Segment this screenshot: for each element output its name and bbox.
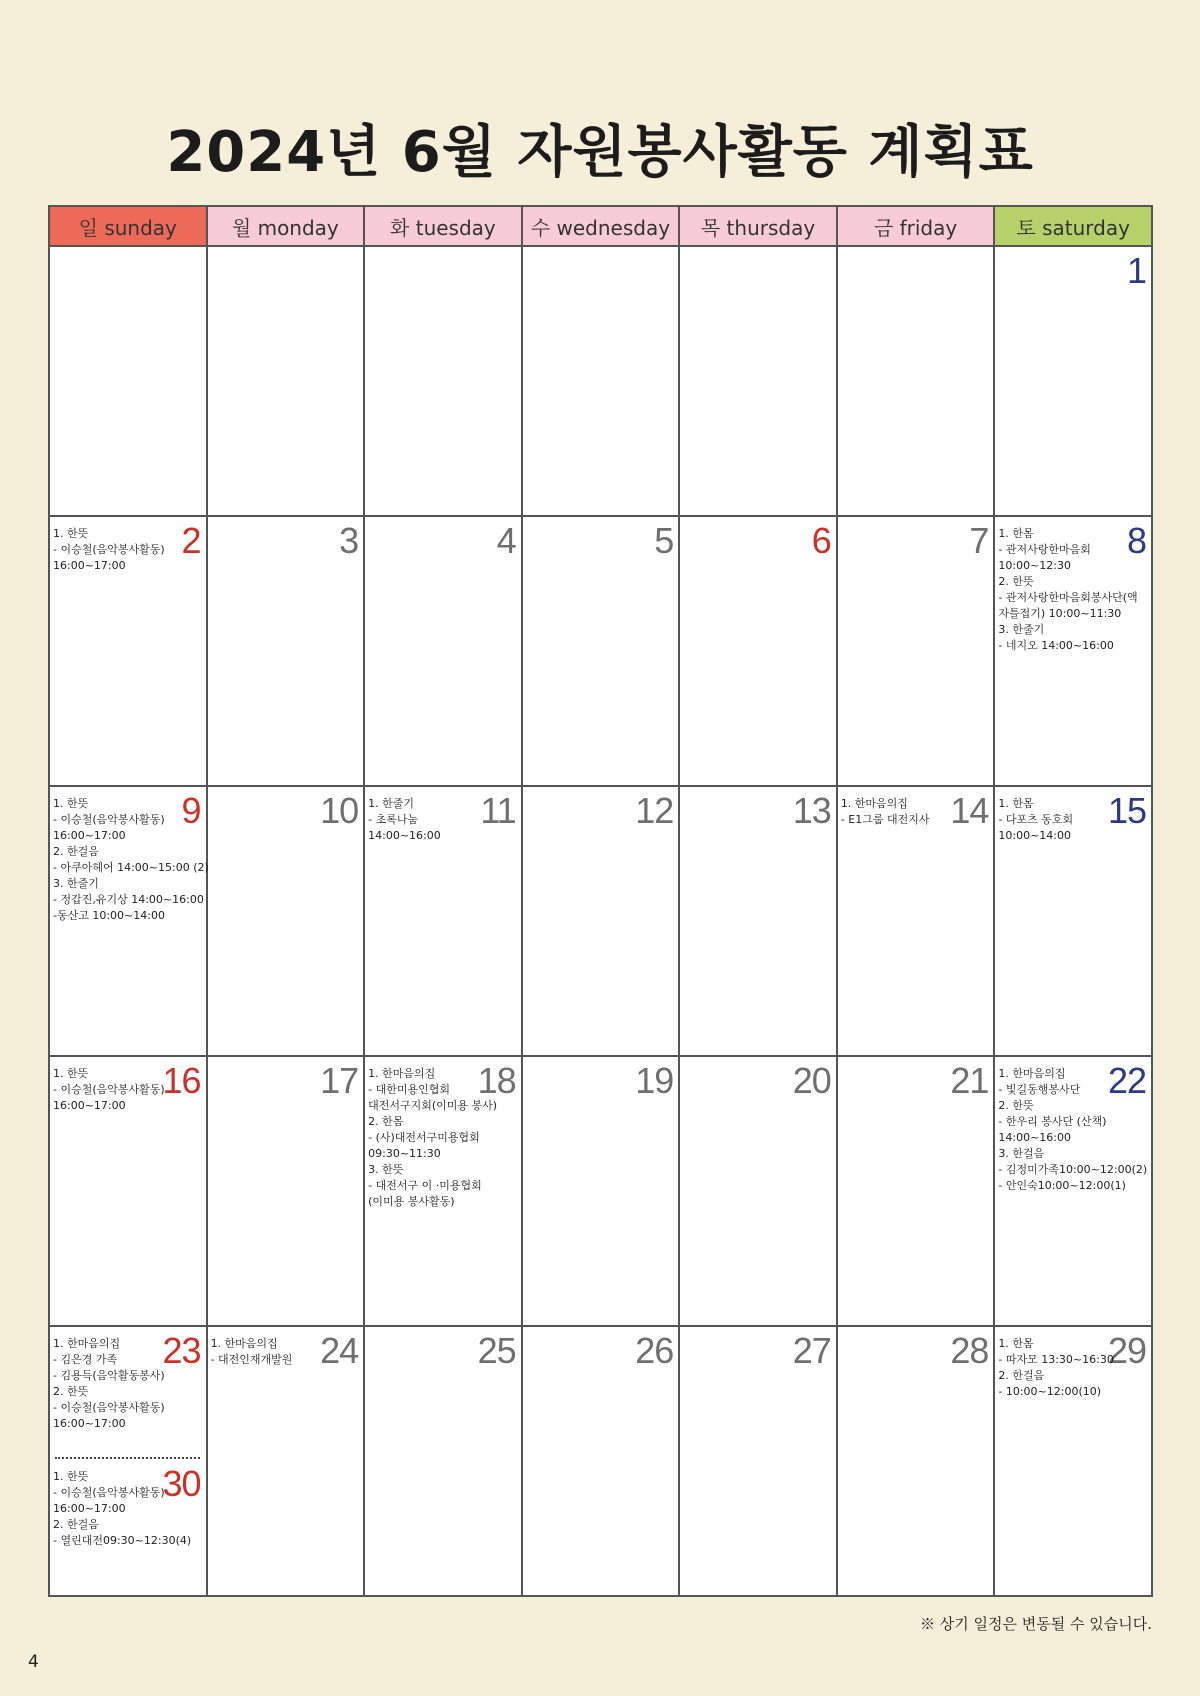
- day-cell-content: [680, 517, 836, 785]
- day-number: 13: [792, 790, 831, 831]
- event-line: 16:00~17:00: [53, 1502, 126, 1515]
- dotted-divider: [55, 1457, 200, 1459]
- day-cell: [522, 786, 680, 1056]
- event-line: 3. 한걸음: [998, 1147, 1045, 1160]
- day-number: 19: [635, 1060, 674, 1101]
- event-line: 09:30~11:30: [368, 1147, 441, 1160]
- event-line: - 관저사랑한마음회봉사단(액: [998, 591, 1138, 604]
- day-cell: [364, 786, 522, 1056]
- day-cell: [49, 1326, 207, 1596]
- day-cell: [364, 516, 522, 786]
- event-line: - 따자모 13:30~16:30: [998, 1353, 1114, 1366]
- event-list: [368, 796, 441, 844]
- event-list-secondary: [53, 1469, 191, 1549]
- day-cell-content: [208, 787, 364, 1055]
- day-cell-content: [680, 1327, 836, 1595]
- calendar-week-row: [49, 1326, 1152, 1596]
- event-list: [53, 1336, 165, 1432]
- event-line: 2. 한뜻: [998, 575, 1034, 588]
- event-list: [368, 1066, 497, 1210]
- event-line: - 관저사랑한마음회: [998, 543, 1091, 556]
- day-number: 28: [950, 1330, 989, 1371]
- day-cell-content: [208, 1327, 364, 1595]
- day-cell-content: [208, 1057, 364, 1325]
- event-line: - 대전인재개발원: [210, 1353, 293, 1366]
- day-number: 9: [181, 790, 201, 831]
- event-line: (이미용 봉사활동): [368, 1195, 455, 1208]
- event-line: - 대전서구 이 ·미용협회: [368, 1179, 482, 1192]
- weekday-header-wednesday: 수 wednesday: [522, 206, 680, 246]
- event-list: [53, 1066, 165, 1114]
- event-line: - 김용득(음악활동봉사): [53, 1369, 165, 1382]
- calendar-week-row: [49, 246, 1152, 516]
- day-cell: [522, 246, 680, 516]
- day-number: 3: [339, 520, 359, 561]
- day-cell-content: [995, 247, 1151, 515]
- day-cell: [522, 516, 680, 786]
- day-cell-content: [838, 1057, 994, 1325]
- day-number: 21: [950, 1060, 989, 1101]
- event-list: [841, 796, 930, 828]
- day-cell: [679, 1056, 837, 1326]
- event-line: - 안인숙10:00~12:00(1): [998, 1179, 1126, 1192]
- event-line: - 대한미용인협회: [368, 1083, 450, 1096]
- event-line: - 한우리 봉사단 (산책): [998, 1115, 1107, 1128]
- day-number: 14: [950, 790, 989, 831]
- event-list: [998, 1066, 1147, 1194]
- day-cell-content: [365, 1327, 521, 1595]
- event-line: 1. 한마음의집: [840, 797, 908, 810]
- event-line: 14:00~16:00: [998, 1131, 1071, 1144]
- day-number: 29: [1107, 1330, 1146, 1371]
- day-cell-content: [50, 1057, 206, 1325]
- day-number: 17: [320, 1060, 359, 1101]
- day-cell-content: [995, 1057, 1151, 1325]
- day-cell: [837, 1056, 995, 1326]
- day-number: 24: [320, 1330, 359, 1371]
- day-cell-content: [680, 1057, 836, 1325]
- event-line: - E1그룹 대전지사: [840, 813, 930, 826]
- day-cell-content: [365, 787, 521, 1055]
- event-line: 2. 한걸음: [53, 845, 99, 858]
- weekday-header-monday: 월 monday: [207, 206, 365, 246]
- day-number: 2: [181, 520, 201, 561]
- day-cell: [364, 246, 522, 516]
- day-cell-content: [838, 247, 994, 515]
- event-list: [211, 1336, 293, 1368]
- calendar-grid: [48, 205, 1153, 1597]
- day-cell: [207, 1056, 365, 1326]
- day-cell: [679, 1326, 837, 1596]
- day-cell-content: [680, 787, 836, 1055]
- day-cell-content: [838, 517, 994, 785]
- event-line: 1. 한마음의집: [53, 1337, 121, 1350]
- day-cell: [49, 786, 207, 1056]
- event-list: [53, 526, 165, 574]
- day-number: 8: [1126, 520, 1146, 561]
- event-list: [53, 796, 209, 924]
- day-number: 26: [635, 1330, 674, 1371]
- event-line: 1. 한마음의집: [368, 1067, 436, 1080]
- event-line: 3. 한줄기: [998, 623, 1045, 636]
- footnote: ※ 상기 일정은 변동될 수 있습니다.: [920, 1615, 1152, 1633]
- event-line: 1. 한뜻: [53, 1470, 89, 1483]
- day-number: 15: [1107, 790, 1146, 831]
- weekday-header-sunday: 일 sunday: [49, 206, 207, 246]
- day-cell-content: [838, 787, 994, 1055]
- day-number: 4: [496, 520, 516, 561]
- event-line: 2. 한걸음: [998, 1369, 1045, 1382]
- day-cell-content: [208, 517, 364, 785]
- day-cell-content: [50, 1327, 206, 1595]
- day-number: 6: [811, 520, 831, 561]
- day-cell: [837, 786, 995, 1056]
- event-line: 2. 한걸음: [53, 1518, 99, 1531]
- day-cell-content: [523, 787, 679, 1055]
- day-cell-content: [50, 247, 206, 515]
- day-cell-content: [523, 517, 679, 785]
- event-line: 16:00~17:00: [53, 829, 126, 842]
- event-line: 3. 한뜻: [368, 1163, 404, 1176]
- day-number: 20: [792, 1060, 831, 1101]
- event-line: 1. 한뜻: [53, 527, 89, 540]
- calendar-week-row: [49, 1056, 1152, 1326]
- event-line: 자틀접기) 10:00~11:30: [998, 607, 1122, 620]
- day-cell-content: [50, 517, 206, 785]
- event-line: 10:00~14:00: [998, 829, 1071, 842]
- day-cell-content: [523, 247, 679, 515]
- day-number: 22: [1107, 1060, 1146, 1101]
- day-cell: [364, 1326, 522, 1596]
- day-cell: [49, 516, 207, 786]
- day-cell: [679, 246, 837, 516]
- event-line: - 빛길동행봉사단: [998, 1083, 1081, 1096]
- day-cell: [837, 1326, 995, 1596]
- day-cell: [994, 786, 1152, 1056]
- day-cell-content: [365, 1057, 521, 1325]
- page-title: 2024년 6월 자원봉사활동 계획표: [166, 120, 1034, 185]
- day-cell: [994, 516, 1152, 786]
- day-number: 25: [477, 1330, 516, 1371]
- day-cell: [994, 1056, 1152, 1326]
- weekday-header-row: [49, 206, 1152, 246]
- event-line: 대전서구지회(이미용 봉사): [368, 1099, 498, 1112]
- event-line: - 정갑진,유기상 14:00~16:00: [53, 893, 204, 906]
- day-cell-content: [523, 1327, 679, 1595]
- day-cell: [364, 1056, 522, 1326]
- event-line: 1. 한몸: [998, 1337, 1034, 1350]
- day-cell: [522, 1056, 680, 1326]
- event-list: [998, 526, 1137, 654]
- event-line: - 김정미가족10:00~12:00(2): [998, 1163, 1148, 1176]
- day-number: 12: [635, 790, 674, 831]
- day-number: 27: [792, 1330, 831, 1371]
- day-cell: [679, 516, 837, 786]
- day-cell-content: [50, 787, 209, 1055]
- day-cell: [207, 246, 365, 516]
- page-number: 4: [28, 1652, 39, 1672]
- weekday-header-thursday: 목 thursday: [679, 206, 837, 246]
- event-line: 1. 한뜻: [53, 1067, 89, 1080]
- day-cell: [49, 1056, 207, 1326]
- weekday-header-friday: 금 friday: [837, 206, 995, 246]
- day-cell: [207, 516, 365, 786]
- day-cell: [679, 786, 837, 1056]
- event-line: 1. 한몸: [998, 527, 1034, 540]
- day-number: 10: [320, 790, 359, 831]
- event-line: - 네지오 14:00~16:00: [998, 639, 1114, 652]
- day-cell-content: [523, 1057, 679, 1325]
- day-number: 23: [162, 1330, 201, 1371]
- day-cell-content: [208, 247, 364, 515]
- event-line: 10:00~12:30: [998, 559, 1071, 572]
- day-cell: [837, 246, 995, 516]
- event-list: [998, 796, 1073, 844]
- event-line: - 이승철(음악봉사활동): [53, 1486, 165, 1499]
- event-line: - 열린대전09:30~12:30(4): [53, 1534, 192, 1547]
- event-list: [998, 1336, 1113, 1400]
- day-number: 18: [477, 1060, 516, 1101]
- event-line: 16:00~17:00: [53, 559, 126, 572]
- event-line: 1. 한몸: [998, 797, 1034, 810]
- event-line: - 이승철(음악봉사활동): [53, 813, 165, 826]
- day-cell: [837, 516, 995, 786]
- day-cell-content: [995, 1327, 1151, 1595]
- event-line: 16:00~17:00: [53, 1099, 126, 1112]
- calendar-week-row: [49, 516, 1152, 786]
- day-cell-content: [995, 517, 1151, 785]
- event-line: - 이승철(음악봉사활동): [53, 543, 165, 556]
- day-number: 7: [969, 520, 989, 561]
- weekday-header-tuesday: 화 tuesday: [364, 206, 522, 246]
- event-line: - 아쿠아헤어 14:00~15:00 (2): [53, 861, 209, 874]
- day-number-secondary: 30: [162, 1463, 201, 1504]
- event-line: 2. 한뜻: [998, 1099, 1034, 1112]
- event-line: 16:00~17:00: [53, 1417, 126, 1430]
- day-cell-content: [995, 787, 1151, 1055]
- day-cell: [994, 1326, 1152, 1596]
- day-cell: [207, 786, 365, 1056]
- day-number: 5: [654, 520, 674, 561]
- day-cell-content: [365, 517, 521, 785]
- event-line: 3. 한줄기: [53, 877, 99, 890]
- day-cell: [994, 246, 1152, 516]
- event-line: - 다포츠 동호회: [998, 813, 1074, 826]
- event-line: 2. 한뜻: [53, 1385, 89, 1398]
- event-line: - 이승철(음악봉사활동): [53, 1083, 165, 1096]
- event-line: 2. 한몸: [368, 1115, 404, 1128]
- day-cell: [207, 1326, 365, 1596]
- event-line: - 초록나눔: [368, 813, 419, 826]
- day-number: 16: [162, 1060, 201, 1101]
- event-line: 1. 한줄기: [368, 797, 414, 810]
- event-line: 1. 한마음의집: [998, 1067, 1066, 1080]
- weekday-header-saturday: 토 saturday: [994, 206, 1152, 246]
- event-line: -동산고 10:00~14:00: [53, 909, 165, 922]
- event-line: - 김은경 가족: [53, 1353, 118, 1366]
- event-line: 1. 한뜻: [53, 797, 89, 810]
- event-line: - 10:00~12:00(10): [998, 1385, 1102, 1398]
- calendar-week-row: [49, 786, 1152, 1056]
- day-cell-content: [365, 247, 521, 515]
- day-cell-content: [838, 1327, 994, 1595]
- event-line: - (사)대전서구미용협회: [368, 1131, 480, 1144]
- day-cell: [522, 1326, 680, 1596]
- event-line: 14:00~16:00: [368, 829, 441, 842]
- event-line: - 이승철(음악봉사활동): [53, 1401, 165, 1414]
- day-number: 1: [1126, 250, 1146, 291]
- day-cell: [49, 246, 207, 516]
- day-cell-content: [680, 247, 836, 515]
- event-line: 1. 한마음의집: [210, 1337, 278, 1350]
- day-number: 11: [480, 790, 516, 831]
